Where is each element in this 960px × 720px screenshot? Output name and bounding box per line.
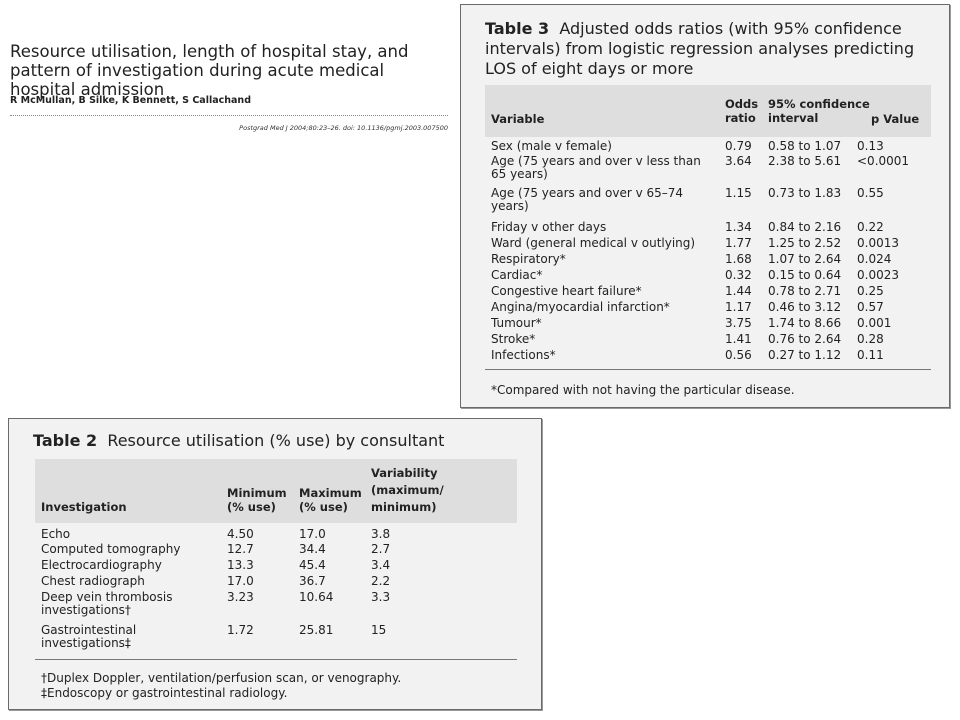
table-3-cell-p: 0.0013 [857, 236, 899, 250]
table-3-cell-variable: Stroke* [491, 332, 536, 346]
table-2-footer-rule [35, 659, 517, 660]
table-3-cell-p: 0.11 [857, 348, 884, 362]
article-citation: Postgrad Med J 2004;80:23–26. doi: 10.1136/pgmj.2003.007500 [239, 124, 448, 132]
table-3-cell-or: 0.79 [725, 139, 752, 153]
table-3-cell-or: 1.77 [725, 236, 752, 250]
table-3-cell-p: 0.25 [857, 284, 884, 298]
table-3 [460, 4, 950, 408]
table-3-cell-or: 0.56 [725, 348, 752, 362]
table-2-cell-investigation: Gastrointestinal investigations‡ [41, 623, 137, 650]
table-2-header-var-1: Variability [371, 466, 438, 480]
table-2-header-max-2: (% use) [299, 500, 348, 514]
table-3-cell-variable: Angina/myocardial infarction* [491, 300, 670, 314]
table-2-header-var-2: (maximum/ [371, 483, 444, 497]
table-2-header-var-3: minimum) [371, 500, 437, 514]
table-3-cell-ci: 1.74 to 8.66 [768, 316, 842, 330]
header-divider [10, 115, 448, 116]
table-2-header-min-1: Minimum [227, 486, 287, 500]
table-2-cell-max: 25.81 [299, 623, 334, 637]
table-3-cell-p: 0.22 [857, 220, 884, 234]
table-2-caption-text: Resource utilisation (% use) by consultant [107, 431, 445, 450]
table-3-cell-or: 1.68 [725, 252, 752, 266]
table-2-footnote-dagger: †Duplex Doppler, ventilation/perfusion scan, or venography. [41, 671, 402, 685]
article-title: Resource utilisation, length of hospital stay, and pattern of investigation during acute medical hospital admission [10, 42, 409, 99]
table-2-cell-investigation: Computed tomography [41, 542, 181, 556]
table-3-cell-ci: 0.78 to 2.71 [768, 284, 842, 298]
table-3-cell-variable: Tumour* [491, 316, 542, 330]
table-3-cell-variable: Age (75 years and over v 65–74 years) [491, 186, 684, 213]
table-3-cell-variable: Sex (male v female) [491, 139, 612, 153]
table-2-caption [33, 431, 513, 451]
table-3-cell-variable: Congestive heart failure* [491, 284, 642, 298]
table-2-cell-max: 36.7 [299, 574, 326, 588]
table-3-caption-text: Adjusted odds ratios (with 95% confidence intervals) from logistic regression analyses predicting LOS of eight days or more [485, 19, 915, 78]
table-2-cell-investigation: Deep vein thrombosis investigations† [41, 590, 173, 617]
table-3-cell-variable: Respiratory* [491, 252, 566, 266]
table-2-cell-min: 13.3 [227, 558, 254, 572]
table-2-cell-variability: 3.4 [371, 558, 391, 572]
table-2-cell-variability: 3.3 [371, 590, 391, 604]
table-3-cell-variable: Infections* [491, 348, 556, 362]
table-3-footnote: *Compared with not having the particular disease. [491, 383, 795, 397]
table-3-cell-ci: 0.27 to 1.12 [768, 348, 842, 362]
table-3-cell-ci: 2.38 to 5.61 [768, 154, 842, 168]
table-2-header-max-1: Maximum [299, 486, 362, 500]
table-3-cell-ci: 1.07 to 2.64 [768, 252, 842, 266]
table-3-cell-p: <0.0001 [857, 154, 910, 168]
table-3-cell-ci: 0.58 to 1.07 [768, 139, 842, 153]
table-3-cell-p: 0.13 [857, 139, 884, 153]
table-3-cell-or: 1.15 [725, 186, 752, 200]
table-2-cell-max: 45.4 [299, 558, 326, 572]
table-3-footer-rule [485, 369, 931, 370]
table-3-caption [485, 19, 925, 79]
table-3-cell-or: 1.34 [725, 220, 752, 234]
table-2-cell-max: 17.0 [299, 527, 326, 541]
table-3-cell-p: 0.0023 [857, 268, 899, 282]
table-2-cell-investigation: Echo [41, 527, 71, 541]
table-3-cell-p: 0.55 [857, 186, 884, 200]
table-3-cell-ci: 0.15 to 0.64 [768, 268, 842, 282]
table-2-label: Table 2 [33, 431, 98, 450]
table-2-cell-max: 10.64 [299, 590, 334, 604]
table-3-cell-variable: Age (75 years and over v less than 65 years) [491, 154, 701, 181]
table-2-cell-min: 3.23 [227, 590, 254, 604]
table-2-cell-variability: 3.8 [371, 527, 391, 541]
table-2-cell-min: 4.50 [227, 527, 254, 541]
table-2-cell-variability: 2.2 [371, 574, 391, 588]
table-3-header-ci-1: 95% confidence [768, 97, 870, 111]
table-3-cell-variable: Cardiac* [491, 268, 543, 282]
table-3-cell-p: 0.28 [857, 332, 884, 346]
table-3-cell-p: 0.024 [857, 252, 892, 266]
table-3-header-ci-2: interval [768, 111, 819, 125]
table-2-cell-min: 1.72 [227, 623, 254, 637]
table-2-header-investigation: Investigation [41, 500, 127, 514]
table-3-cell-or: 1.44 [725, 284, 752, 298]
table-3-header-odds-1: Odds [725, 97, 759, 111]
table-3-cell-variable: Friday v other days [491, 220, 607, 234]
table-3-header-odds-2: ratio [725, 111, 756, 125]
table-3-cell-ci: 0.46 to 3.12 [768, 300, 842, 314]
article-authors: R McMullan, B Silke, K Bennett, S Callachand [10, 95, 251, 106]
table-3-cell-p: 0.001 [857, 316, 892, 330]
table-2-header-min-2: (% use) [227, 500, 276, 514]
table-3-cell-ci: 0.76 to 2.64 [768, 332, 842, 346]
table-2-cell-min: 17.0 [227, 574, 254, 588]
table-2-footnote-double-dagger: ‡Endoscopy or gastrointestinal radiology. [41, 686, 288, 700]
table-3-cell-p: 0.57 [857, 300, 884, 314]
table-3-header-variable: Variable [491, 112, 545, 126]
table-3-cell-or: 0.32 [725, 268, 752, 282]
table-3-cell-or: 1.41 [725, 332, 752, 346]
table-3-cell-variable: Ward (general medical v outlying) [491, 236, 696, 250]
table-2-cell-max: 34.4 [299, 542, 326, 556]
table-3-cell-ci: 0.84 to 2.16 [768, 220, 842, 234]
table-2 [8, 418, 542, 710]
table-3-cell-ci: 0.73 to 1.83 [768, 186, 842, 200]
table-2-cell-variability: 2.7 [371, 542, 391, 556]
table-2-cell-investigation: Chest radiograph [41, 574, 145, 588]
table-3-cell-or: 3.75 [725, 316, 752, 330]
table-2-cell-min: 12.7 [227, 542, 254, 556]
table-3-label: Table 3 [485, 19, 550, 38]
table-2-cell-investigation: Electrocardiography [41, 558, 162, 572]
table-3-header-band [485, 85, 931, 137]
table-3-cell-or: 1.17 [725, 300, 752, 314]
table-3-header-p: p Value [871, 112, 920, 126]
table-3-cell-or: 3.64 [725, 154, 752, 168]
table-2-cell-variability: 15 [371, 623, 387, 637]
table-3-cell-ci: 1.25 to 2.52 [768, 236, 842, 250]
